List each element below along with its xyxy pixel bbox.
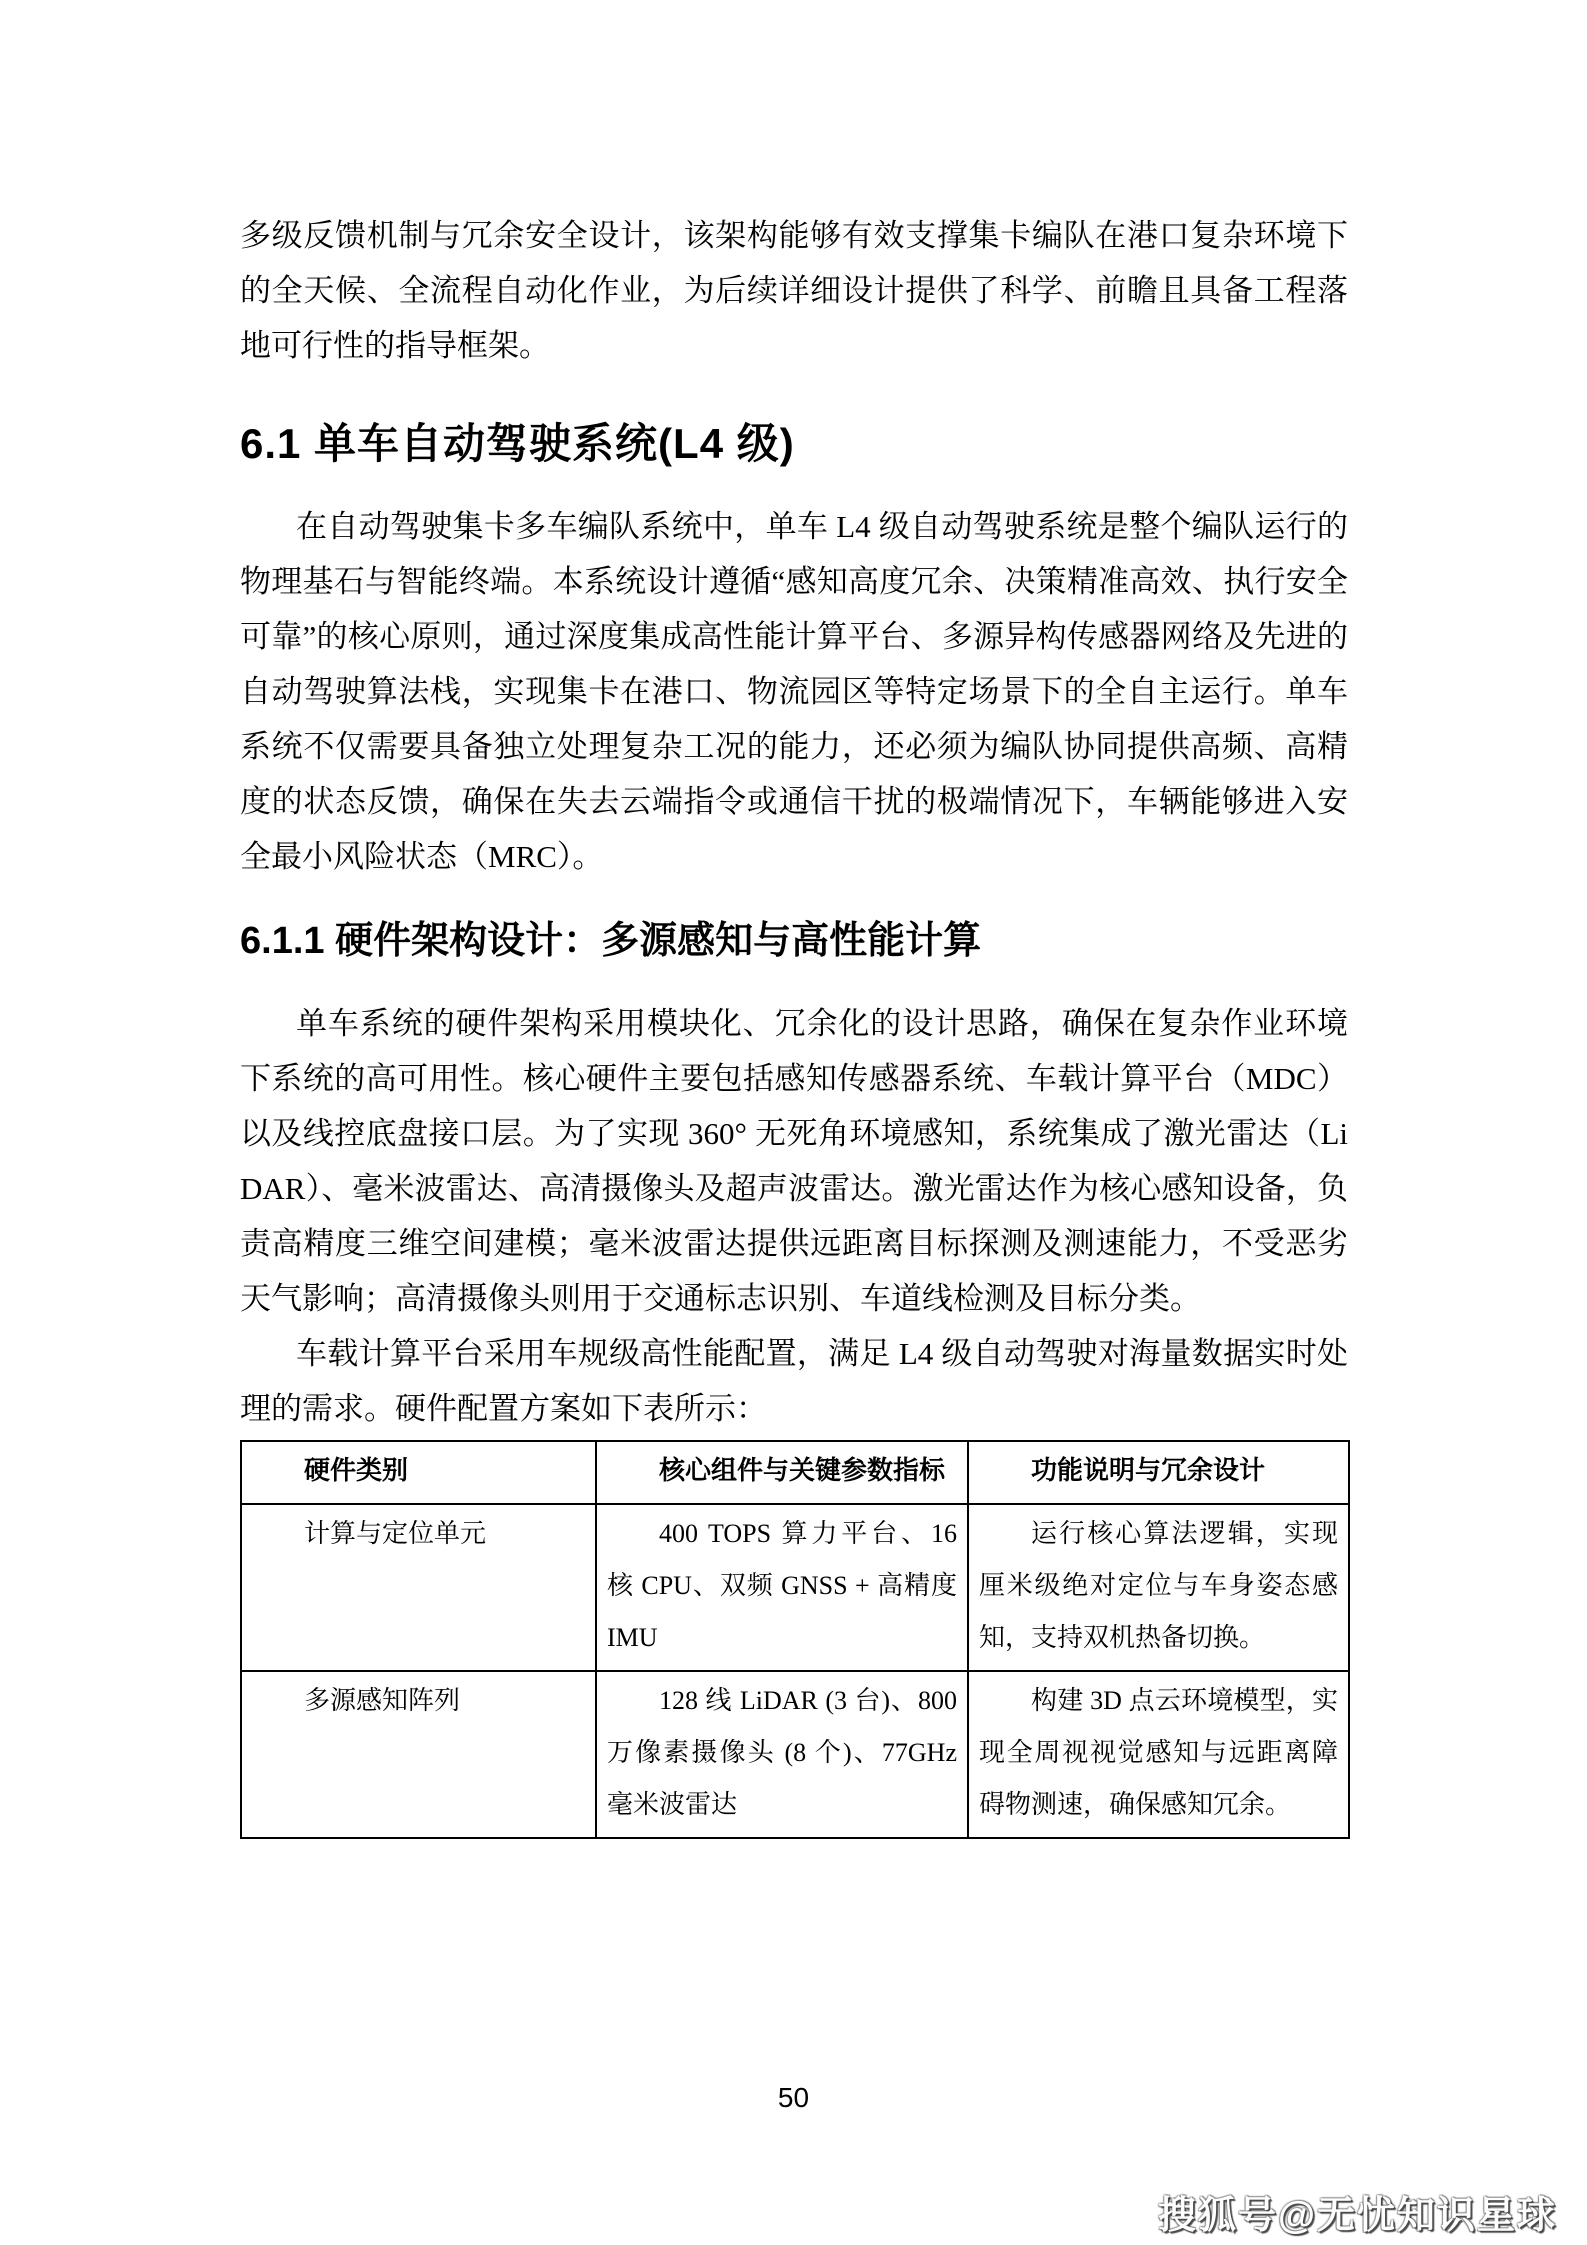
page-number: 50 bbox=[777, 2082, 810, 2113]
cell-category: 计算与定位单元 bbox=[241, 1504, 596, 1671]
section-6-1-paragraph: 在自动驾驶集卡多车编队系统中，单车 L4 级自动驾驶系统是整个编队运行的物理基石与智能终端。本系统设计遵循“感知高度冗余、决策精准高效、执行安全可靠”的核心原则，通过深度集成高性能计算平台、多源异构传感器网络及先进的自动驾驶算法栈，实现集卡在港口、物流园区等特定场景下的全自主运行。单车系统不仅需要具备独立处理复杂工况的能力，还必须为编队协同提供高频、高精度的状态反馈，确保在失去云端指令或通信干扰的极端情况下，车辆能够进入安全最小风险状态（MRC）。 bbox=[240, 509, 1348, 874]
subsection-heading-6-1-1: 6.1.1 硬件架构设计：多源感知与高性能计算 bbox=[240, 920, 982, 962]
column-header-core-components: 核心组件与关键参数指标 bbox=[596, 1441, 968, 1504]
table-header-row bbox=[241, 1441, 1349, 1504]
cell-category: 多源感知阵列 bbox=[241, 1671, 596, 1838]
section-heading-6-1: 6.1 单车自动驾驶系统(L4 级) bbox=[240, 420, 795, 467]
page-content bbox=[240, 208, 1348, 1839]
cell-components: 400 TOPS 算力平台、16 核 CPU、双频 GNSS + 高精度 IMU bbox=[596, 1504, 968, 1671]
column-header-function-redundancy: 功能说明与冗余设计 bbox=[968, 1441, 1349, 1504]
table-row bbox=[241, 1671, 1349, 1838]
intro-paragraph: 多级反馈机制与冗余安全设计，该架构能够有效支撑集卡编队在港口复杂环境下的全天候、全流程自动化作业，为后续详细设计提供了科学、前瞻且具备工程落地可行性的指导框架。 bbox=[240, 218, 1348, 363]
cell-function: 构建 3D 点云环境模型，实现全周视视觉感知与远距离障碍物测速，确保感知冗余。 bbox=[968, 1671, 1349, 1838]
table-row bbox=[241, 1504, 1349, 1671]
subsection-paragraph-1: 单车系统的硬件架构采用模块化、冗余化的设计思路，确保在复杂作业环境下系统的高可用性。核心硬件主要包括感知传感器系统、车载计算平台（MDC）以及线控底盘接口层。为了实现 360° 无死角环境感知，系统集成了激光雷达（LiDAR）、毫米波雷达、高清摄像头及超声波雷达。激光雷达作为核心感知设备，负责高精度三维空间建模；毫米波雷达提供远距离目标探测及测速能力，不受恶劣天气影响；高清摄像头则用于交通标志识别、车道线检测及目标分类。 bbox=[240, 1006, 1348, 1316]
cell-function: 运行核心算法逻辑，实现厘米级绝对定位与车身姿态感知，支持双机热备切换。 bbox=[968, 1504, 1349, 1671]
subsection-paragraph-2: 车载计算平台采用车规级高性能配置，满足 L4 级自动驾驶对海量数据实时处理的需求。硬件配置方案如下表所示： bbox=[240, 1336, 1348, 1426]
cell-components: 128 线 LiDAR (3 台)、800 万像素摄像头 (8 个)、77GHz 毫米波雷达 bbox=[596, 1671, 968, 1838]
hardware-config-table bbox=[240, 1440, 1350, 1839]
column-header-hardware-category: 硬件类别 bbox=[241, 1441, 596, 1504]
watermark-text: 搜狐号@无忧知识星球 bbox=[1157, 2195, 1557, 2237]
